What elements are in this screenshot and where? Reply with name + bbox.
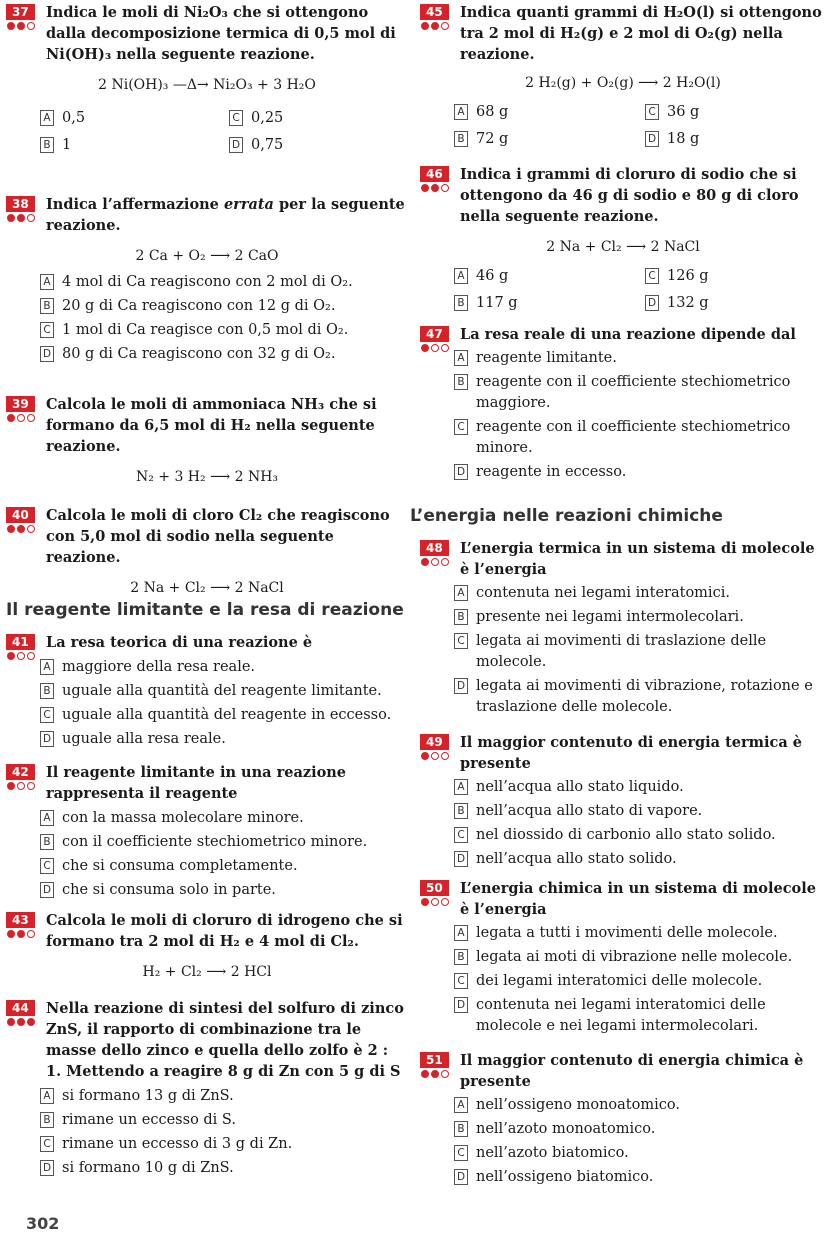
difficulty-dots <box>421 752 449 760</box>
difficulty-dots <box>7 1018 35 1026</box>
option-c[interactable]: C 126 g <box>645 266 826 287</box>
options <box>6 808 408 901</box>
option-b[interactable]: B con il coefficiente stechiometrico minore. <box>40 832 408 853</box>
option-c[interactable]: C legata ai movimenti di traslazione delle molecole. <box>454 631 826 673</box>
equation: N₂ + 3 H₂ ⟶ 2 NH₃ <box>135 469 279 486</box>
option-d[interactable]: D 18 g <box>645 129 826 150</box>
question-number: 51 <box>420 1052 449 1068</box>
question-44 <box>6 998 408 1182</box>
question-number: 45 <box>420 4 449 20</box>
question-number: 44 <box>6 1000 35 1016</box>
option-b[interactable]: B nell’azoto monoatomico. <box>454 1119 826 1140</box>
option-a[interactable]: A reagente limitante. <box>454 348 826 369</box>
option-c[interactable]: C rimane un eccesso di 3 g di Zn. <box>40 1134 408 1155</box>
question-number: 43 <box>6 912 35 928</box>
question-51 <box>420 1050 826 1191</box>
equation: 2 Ni(OH)₃ —Δ→ Ni₂O₃ + 3 H₂O <box>98 77 316 94</box>
option-b[interactable]: B 20 g di Ca reagiscono con 12 g di O₂. <box>40 296 408 317</box>
question-text: Il maggior contenuto di energia termica è presente <box>460 734 803 773</box>
option-a[interactable]: A contenuta nei legami interatomici. <box>454 583 826 604</box>
options <box>6 105 408 159</box>
difficulty-dots <box>421 184 449 192</box>
question-47 <box>420 324 826 486</box>
option-b[interactable]: B 1 <box>40 135 219 156</box>
options <box>420 263 826 317</box>
option-d[interactable]: D 0,75 <box>229 135 408 156</box>
option-c[interactable]: C dei legami interatomici delle molecole. <box>454 971 826 992</box>
option-c[interactable]: C nel diossido di carbonio allo stato solido. <box>454 825 826 846</box>
option-b[interactable]: B rimane un eccesso di S. <box>40 1110 408 1131</box>
option-d[interactable]: D nell’ossigeno biatomico. <box>454 1167 826 1188</box>
option-d[interactable]: D contenuta nei legami interatomici delle molecole e nei legami intermolecolari. <box>454 995 826 1037</box>
equation: 2 Ca + O₂ ⟶ 2 CaO <box>135 248 279 265</box>
question-number: 38 <box>6 196 35 212</box>
equation: 2 Na + Cl₂ ⟶ 2 NaCl <box>130 580 284 597</box>
option-c[interactable]: C 0,25 <box>229 108 408 129</box>
question-text-emphasis: errata <box>223 196 274 213</box>
equation: 2 H₂(g) + O₂(g) ⟶ 2 H₂O(l) <box>525 75 721 92</box>
difficulty-dots <box>421 898 449 906</box>
options <box>420 99 826 153</box>
option-c[interactable]: C nell’azoto biatomico. <box>454 1143 826 1164</box>
difficulty-dots <box>7 652 35 660</box>
option-a[interactable]: A nell’ossigeno monoatomico. <box>454 1095 826 1116</box>
difficulty-dots <box>7 414 35 422</box>
options <box>420 348 826 483</box>
question-38 <box>6 194 408 368</box>
difficulty-dots <box>7 782 35 790</box>
option-a[interactable]: A 68 g <box>454 102 635 123</box>
option-c[interactable]: C reagente con il coefficiente stechiometrico minore. <box>454 417 826 459</box>
question-text: Il maggior contenuto di energia chimica è presente <box>460 1052 804 1091</box>
option-d[interactable]: D che si consuma solo in parte. <box>40 880 408 901</box>
option-d[interactable]: D legata ai movimenti di vibrazione, rotazione e traslazione delle molecole. <box>454 676 826 718</box>
option-b[interactable]: B nell’acqua allo stato di vapore. <box>454 801 826 822</box>
question-45 <box>420 2 826 153</box>
options <box>420 1095 826 1188</box>
question-text: La resa teorica di una reazione è <box>46 634 313 651</box>
question-text: Calcola le moli di cloruro di idrogeno che si formano tra 2 mol di H₂ e 4 mol di Cl₂. <box>46 912 403 951</box>
option-d[interactable]: D 80 g di Ca reagiscono con 32 g di O₂. <box>40 344 408 365</box>
question-48 <box>420 538 826 721</box>
option-b[interactable]: B reagente con il coefficiente stechiometrico maggiore. <box>454 372 826 414</box>
option-a[interactable]: A nell’acqua allo stato liquido. <box>454 777 826 798</box>
question-number: 39 <box>6 396 35 412</box>
option-d[interactable]: D nell’acqua allo stato solido. <box>454 849 826 870</box>
difficulty-dots <box>421 22 449 30</box>
question-43 <box>6 910 408 986</box>
option-c[interactable]: C uguale alla quantità del reagente in eccesso. <box>40 705 408 726</box>
question-text: Indica quanti grammi di H₂O(l) si ottengono tra 2 mol di H₂(g) e 2 mol di O₂(g) nella reazione. <box>460 4 822 64</box>
option-b[interactable]: B 117 g <box>454 293 635 314</box>
difficulty-dots <box>7 930 35 938</box>
question-number: 47 <box>420 326 449 342</box>
option-a[interactable]: A maggiore della resa reale. <box>40 657 408 678</box>
question-number: 48 <box>420 540 449 556</box>
options <box>6 657 408 750</box>
option-a[interactable]: A con la massa molecolare minore. <box>40 808 408 829</box>
section-title-energy: L’energia nelle reazioni chimiche <box>410 506 723 526</box>
question-text: Indica le moli di Ni₂O₃ che si ottengono dalla decomposizione termica di 0,5 mol di Ni(OH)₃ nella seguente reazione. <box>46 4 396 64</box>
difficulty-dots <box>421 558 449 566</box>
equation: H₂ + Cl₂ ⟶ 2 HCl <box>142 964 272 981</box>
section-title-reagent: Il reagente limitante e la resa di reazione <box>6 600 404 620</box>
option-b[interactable]: B uguale alla quantità del reagente limitante. <box>40 681 408 702</box>
option-d[interactable]: D reagente in eccesso. <box>454 462 826 483</box>
page-number: 302 <box>26 1214 60 1233</box>
option-b[interactable]: B legata ai moti di vibrazione nelle molecole. <box>454 947 826 968</box>
option-c[interactable]: C che si consuma completamente. <box>40 856 408 877</box>
options <box>420 583 826 718</box>
question-number: 42 <box>6 764 35 780</box>
options <box>420 923 826 1037</box>
question-text: Il reagente limitante in una reazione rappresenta il reagente <box>46 764 347 803</box>
difficulty-dots <box>7 214 35 222</box>
question-text: L’energia termica in un sistema di molecole è l’energia <box>460 540 815 579</box>
question-text: Indica l’affermazione <box>46 196 219 213</box>
option-a[interactable]: A 0,5 <box>40 108 219 129</box>
question-text: L’energia chimica in un sistema di molecole è l’energia <box>460 880 816 919</box>
question-number: 37 <box>6 4 35 20</box>
option-d[interactable]: D uguale alla resa reale. <box>40 729 408 750</box>
question-text-end: per la seguente reazione. <box>46 196 405 235</box>
option-d[interactable]: D 132 g <box>645 293 826 314</box>
option-b[interactable]: B 72 g <box>454 129 635 150</box>
options <box>6 272 408 365</box>
difficulty-dots <box>7 22 35 30</box>
question-number: 50 <box>420 880 449 896</box>
options <box>420 777 826 870</box>
option-d[interactable]: D si formano 10 g di ZnS. <box>40 1158 408 1179</box>
question-49 <box>420 732 826 873</box>
options <box>6 1086 408 1179</box>
question-37 <box>6 2 408 159</box>
question-text: La resa reale di una reazione dipende dal <box>460 326 796 343</box>
question-number: 49 <box>420 734 449 750</box>
question-text: Indica i grammi di cloruro di sodio che si ottengono da 46 g di sodio e 80 g di cloro nella seguente reazione. <box>460 166 799 226</box>
option-c[interactable]: C 1 mol di Ca reagisce con 0,5 mol di O₂. <box>40 320 408 341</box>
option-a[interactable]: A 46 g <box>454 266 635 287</box>
option-a[interactable]: A si formano 13 g di ZnS. <box>40 1086 408 1107</box>
question-number: 46 <box>420 166 449 182</box>
question-text: Calcola le moli di cloro Cl₂ che reagiscono con 5,0 mol di sodio nella seguente reazione. <box>46 507 390 567</box>
question-text: Nella reazione di sintesi del solfuro di zinco ZnS, il rapporto di combinazione tra le masse dello zinco e quella dello zolfo è 2 : 1. Mettendo a reagire 8 g di Zn con 5 g di S <box>46 1000 404 1081</box>
question-number: 40 <box>6 507 35 523</box>
difficulty-dots <box>7 525 35 533</box>
question-40 <box>6 505 408 602</box>
question-46 <box>420 164 826 317</box>
equation: 2 Na + Cl₂ ⟶ 2 NaCl <box>546 239 700 256</box>
question-42 <box>6 762 408 904</box>
question-number: 41 <box>6 634 35 650</box>
question-39 <box>6 394 408 491</box>
difficulty-dots <box>421 1070 449 1078</box>
option-a[interactable]: A 4 mol di Ca reagiscono con 2 mol di O₂. <box>40 272 408 293</box>
option-a[interactable]: A legata a tutti i movimenti delle molecole. <box>454 923 826 944</box>
difficulty-dots <box>421 344 449 352</box>
option-b[interactable]: B presente nei legami intermolecolari. <box>454 607 826 628</box>
question-41 <box>6 632 408 753</box>
question-text: Calcola le moli di ammoniaca NH₃ che si formano da 6,5 mol di H₂ nella seguente reazione. <box>46 396 377 456</box>
option-c[interactable]: C 36 g <box>645 102 826 123</box>
question-50 <box>420 878 826 1040</box>
